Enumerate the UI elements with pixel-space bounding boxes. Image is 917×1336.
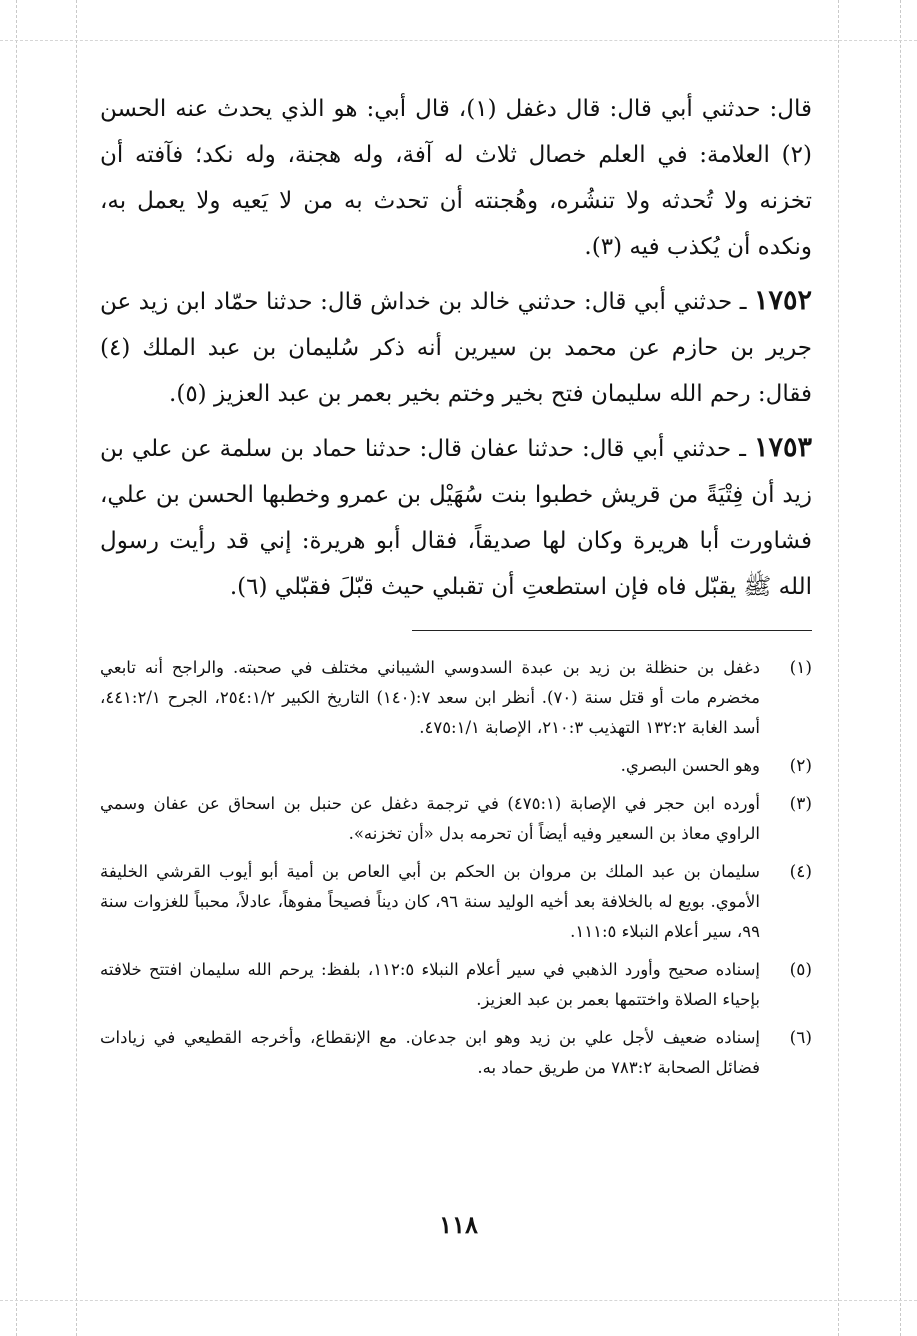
footnote-text: وهو الحسن البصري. [620, 756, 760, 775]
footnote-item [100, 1023, 812, 1083]
footnote-divider [412, 630, 812, 631]
paragraph-text: قال: حدثني أبي قال: قال دغفل (١)، قال أبي: هو الذي يحدث عنه الحسن (٢) العلامة: في العلم خصال ثلاث له آفة، وله هجنة، وله نكد؛ فآفته أن تخزنه ولا تُحدثه ولا تنشُره، وهُجنته أن تحدث به من لا يَعيه ولا يعمل به، ونكده أن يُكذب فيه (٣). [100, 96, 812, 260]
footnotes [100, 653, 812, 1083]
page-body [100, 86, 812, 1091]
footnote-text: إسناده صحيح وأورد الذهبي في سير أعلام النبلاء ١١٢:٥، بلفظ: يرحم الله سليمان افتتح خلافته بإحياء الصلاة واختتمها بعمر بن عبد العزيز. [100, 960, 760, 1009]
scan-guide-line [900, 0, 901, 1336]
paragraph-1753 [100, 425, 812, 610]
footnote-text: دغفل بن حنظلة بن زيد بن عبدة السدوسي الشيباني مختلف في صحبته. والراجح أنه تابعي مخضرم مات أو قتل سنة (٧٠). أنظر ابن سعد ٧:(١٤٠) التاريخ الكبير ٢٥٤:١/٢، الجرح ٤٤١:٢/١، أسد الغابة ١٣٢:٢ التهذيب ٢١٠:٣، الإصابة ٤٧٥:١/١. [100, 658, 760, 737]
scan-guide-line [0, 1300, 917, 1301]
footnote-item [100, 653, 812, 743]
footnote-item [100, 751, 812, 781]
footnote-text: سليمان بن عبد الملك بن مروان بن الحكم بن أبي العاص بن أمية أبو أيوب القرشي الخليفة الأموي. بويع له بالخلافة بعد أخيه الوليد سنة ٩٦، كان ديناً فصيحاً مفوهاً، عادلاً، محبباً للغزوات سنة ٩٩، سير أعلام النبلاء ١١١:٥. [100, 862, 760, 941]
scan-guide-line [838, 0, 839, 1336]
paragraph-continuation [100, 86, 812, 270]
footnote-number: (٢) [789, 756, 812, 776]
footnote-number: (٦) [789, 1028, 812, 1048]
footnote-number: (١) [789, 658, 812, 678]
hadith-number: ١٧٥٣ [753, 432, 812, 463]
footnote-item [100, 857, 812, 947]
hadith-number: ١٧٥٢ [754, 285, 813, 316]
footnote-text: إسناده ضعيف لأجل علي بن زيد وهو ابن جدعان. مع الإنقطاع، وأخرجه القطيعي في زيادات فضائل الصحابة ٧٨٣:٢ من طريق حماد به. [100, 1028, 760, 1077]
scan-guide-line [16, 0, 17, 1336]
paragraph-text: ـ حدثني أبي قال: حدثني خالد بن خداش قال: حدثنا حمّاد ابن زيد عن جرير بن حازم عن محمد بن سيرين أنه ذكر سُليمان بن عبد الملك (٤) فقال: رحم الله سليمان فتح بخير وختم بخير بعمر بن عبد العزيز (٥). [100, 289, 812, 407]
footnote-text: أورده ابن حجر في الإصابة (٤٧٥:١) في ترجمة دغفل عن حنبل بن اسحاق عن عفان وسمي الراوي معاذ بن السعير وفيه أيضاً أن تحرمه بدل «أن تخزنه». [100, 794, 760, 843]
paragraph-1752 [100, 278, 812, 417]
scan-guide-line [0, 40, 917, 41]
footnote-item [100, 955, 812, 1015]
page-number: ١١٨ [439, 1210, 478, 1239]
footnote-number: (٥) [789, 960, 812, 980]
footnote-item [100, 789, 812, 849]
footnote-number: (٤) [789, 862, 812, 882]
scan-guide-line [76, 0, 77, 1336]
footnote-number: (٣) [789, 794, 812, 814]
paragraph-text: ـ حدثني أبي قال: حدثنا عفان قال: حدثنا حماد بن سلمة عن علي بن زيد أن فِتْيَةً من قريش خطبوا بنت سُهَيْل بن عمرو وخطبها الحسن بن علي، فشاورت أبا هريرة وكان لها صديقاً، فقال أبو هريرة: إني قد رأيت رسول الله ﷺ يقبّل فاه فإن استطعتِ أن تقبلي حيث قبّلَ فقبّلي (٦). [100, 436, 812, 600]
